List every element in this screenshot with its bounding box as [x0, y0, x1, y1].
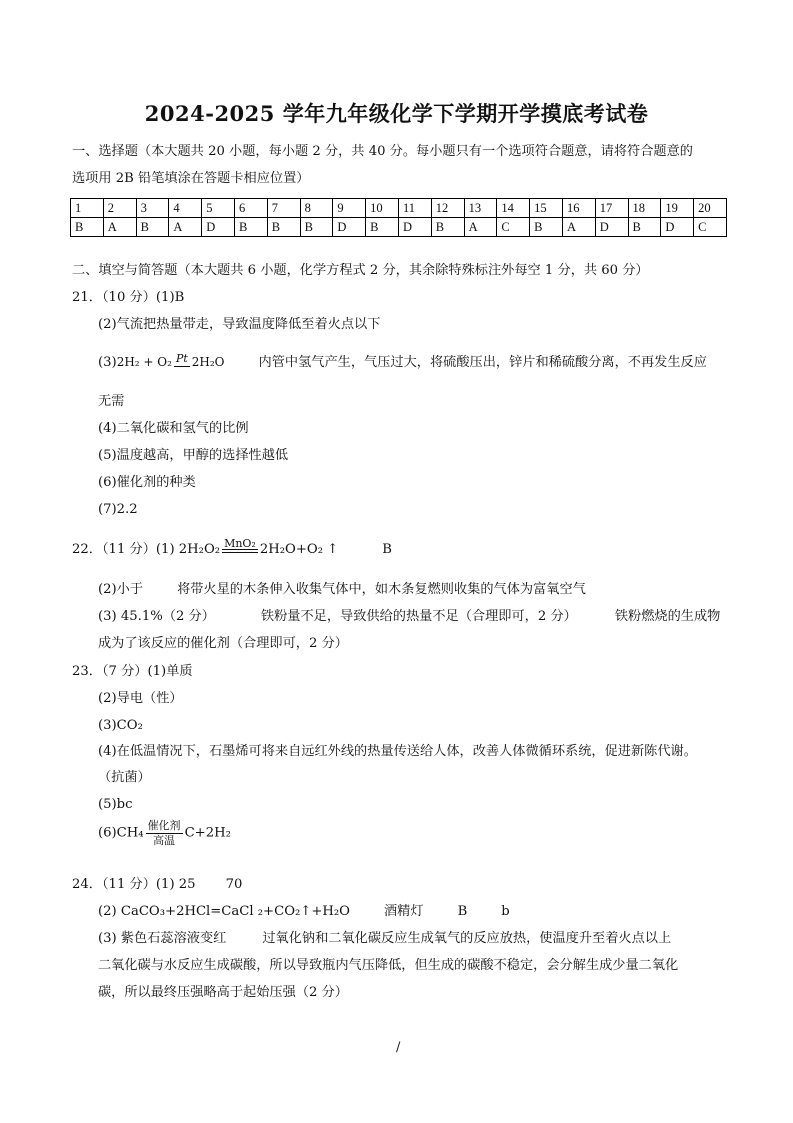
answer-table-answers-row [71, 218, 727, 237]
q23-line7-post: C+2H₂ [184, 825, 231, 841]
answer-table-number-cell: 1 [71, 199, 104, 218]
q22-head [72, 538, 392, 560]
q23-condition-top: 催化剂 [147, 819, 181, 832]
q24-line2-d: b [501, 904, 510, 919]
answer-table-number-cell: 11 [398, 199, 431, 218]
answer-table-answer-cell: D [661, 218, 694, 237]
answer-table-number-cell: 10 [366, 199, 399, 218]
q22-line2-a: (2)小于 [98, 582, 144, 597]
answer-table-number-cell: 18 [628, 199, 661, 218]
q21-line7: (6)催化剂的种类 [98, 475, 196, 490]
q21-line3-prefix: (3) [98, 355, 117, 370]
answer-table-number-cell: 4 [169, 199, 202, 218]
answer-table-answer-cell: B [431, 218, 464, 237]
answer-table-number-cell: 7 [267, 199, 300, 218]
q22-line3-b: 铁粉量不足，导致供给的热量不足（合理即可，2 分） [260, 609, 577, 624]
answer-table-number-cell: 9 [333, 199, 366, 218]
q21-equation-catalyst [174, 353, 190, 368]
q23-line5: （抗菌） [98, 770, 151, 785]
q21-equation-left: 2H₂ + O₂ [116, 355, 172, 369]
page-title: 2024-2025 学年九年级化学下学期开学摸底考试卷 [144, 101, 649, 126]
q23-equation-conditions [146, 820, 183, 847]
q24-line3 [98, 929, 671, 949]
answer-table-numbers-row [71, 199, 727, 218]
q21-line3-text: 内管中氢气产生，气压过大，将硫酸压出，锌片和稀硫酸分离，不再发生反应 [258, 355, 707, 370]
q21-line8: (7)2.2 [98, 502, 138, 517]
q22-line3 [98, 607, 720, 627]
answer-table-number-cell: 19 [661, 199, 694, 218]
answer-table-number-cell: 2 [103, 199, 136, 218]
answer-table-answer-cell: C [497, 218, 530, 237]
answer-table-answer-cell: B [136, 218, 169, 237]
q23-line7 [98, 820, 231, 847]
q24-head [72, 875, 242, 895]
answer-table-answer-cell: B [530, 218, 563, 237]
answer-table-answer-cell: B [628, 218, 661, 237]
q24-head-a: 24．（11 分）(1) 25 [72, 877, 196, 892]
q24-line2-a: (2) CaCO₃+2HCl=CaCl ₂+CO₂↑+H₂O [98, 904, 350, 919]
q23-line6: (5)bc [98, 797, 133, 812]
q22-line2-b: 将带火星的木条伸入收集气体中，如木条复燃则收集的气体为富氧空气 [177, 582, 586, 597]
q23-head: 23．（7 分）(1)单质 [72, 664, 193, 679]
section1-instructions-line1: 一、选择题（本大题共 20 小题，每小题 2 分，共 40 分。每小题只有一个选项符合题意，请将符合题意的 [72, 144, 693, 159]
q23-line2: (2)导电（性） [98, 691, 183, 706]
q24-line2-c: B [457, 904, 468, 919]
q24-line2-b: 酒精灯 [384, 904, 424, 919]
q22-head-prefix: 22．（11 分）(1) 2H₂O₂ [72, 542, 221, 557]
q24-line2 [98, 902, 510, 922]
section2-instructions: 二、填空与简答题（本大题共 6 小题，化学方程式 2 分，其余除特殊标注外每空 1 分，共 60 分） [72, 263, 649, 278]
answer-table-answer-cell: B [234, 218, 267, 237]
answer-table-answer-cell: D [398, 218, 431, 237]
q23-condition-bottom: 高温 [153, 834, 176, 847]
q23-line4: (4)在低温情况下，石墨烯可将来自远红外线的热量传送给人体，改善人体微循环系统，促进新陈代谢。 [98, 744, 697, 759]
q22-catalyst-label: MnO₂ [224, 537, 256, 550]
q23-line7-prefix: (6)CH₄ [98, 825, 144, 841]
section1-instructions-line2: 选项用 2B 铅笔填涂在答题卡相应位置） [72, 171, 310, 186]
answer-table-answer-cell: B [366, 218, 399, 237]
q21-line6: (5)温度越高，甲醇的选择性越低 [98, 448, 289, 463]
q22-equation-catalyst [222, 538, 258, 553]
answer-table [70, 198, 727, 237]
answer-table-number-cell: 15 [530, 199, 563, 218]
answer-table-answer-cell: D [333, 218, 366, 237]
q22-equation-right: 2H₂O+O₂ ↑ [259, 542, 339, 557]
answer-table-answer-cell: A [103, 218, 136, 237]
answer-table-number-cell: 20 [694, 199, 727, 218]
answer-table-answer-cell: B [71, 218, 104, 237]
answer-table-answer-cell: D [595, 218, 628, 237]
answer-table-number-cell: 14 [497, 199, 530, 218]
answer-table-answer-cell: C [694, 218, 727, 237]
q24-line4: 二氧化碳与水反应生成碳酸，所以导致瓶内气压降低，但生成的碳酸不稳定，会分解生成少量二氧化 [98, 958, 679, 973]
answer-table-number-cell: 13 [464, 199, 497, 218]
q21-line2: (2)气流把热量带走，导致温度降低至着火点以下 [98, 317, 381, 332]
answer-table-number-cell: 6 [234, 199, 267, 218]
q24-head-b: 70 [225, 877, 243, 892]
answer-table-answer-cell: A [562, 218, 595, 237]
answer-table-number-cell: 5 [202, 199, 235, 218]
q21-line3 [98, 352, 707, 373]
answer-table-answer-cell: D [202, 218, 235, 237]
q24-line3-b: 过氧化钠和二氧化碳反应生成氧气的反应放热，使温度升至着火点以上 [262, 931, 672, 946]
answer-table-number-cell: 17 [595, 199, 628, 218]
q21-equation-right: 2H₂O [191, 355, 225, 369]
answer-table-answer-cell: A [464, 218, 497, 237]
page-footer-mark: / [396, 1040, 401, 1055]
q22-line3-c: 铁粉燃烧的生成物 [614, 609, 721, 624]
q21-head: 21．（10 分）(1)B [72, 290, 185, 305]
answer-table-number-cell: 12 [431, 199, 464, 218]
q21-catalyst-label: Pt [175, 352, 188, 365]
answer-table-number-cell: 8 [300, 199, 333, 218]
q22-head-answer: B [382, 542, 392, 557]
q24-line5: 碳，所以最终压强略高于起始压强（2 分） [98, 985, 348, 1000]
q22-line3-a: (3) 45.1%（2 分） [98, 609, 215, 624]
answer-table-answer-cell: B [267, 218, 300, 237]
q23-line3: (3)CO₂ [98, 718, 143, 733]
q22-line2 [98, 580, 586, 600]
q21-line5: (4)二氧化碳和氢气的比例 [98, 421, 249, 436]
q22-line4: 成为了该反应的催化剂（合理即可，2 分） [98, 636, 348, 651]
q21-line4: 无需 [98, 394, 125, 409]
answer-table-number-cell: 3 [136, 199, 169, 218]
answer-table-answer-cell: B [300, 218, 333, 237]
answer-table-answer-cell: A [169, 218, 202, 237]
answer-table-number-cell: 16 [562, 199, 595, 218]
q24-line3-a: (3) 紫色石蕊溶液变红 [98, 931, 227, 946]
